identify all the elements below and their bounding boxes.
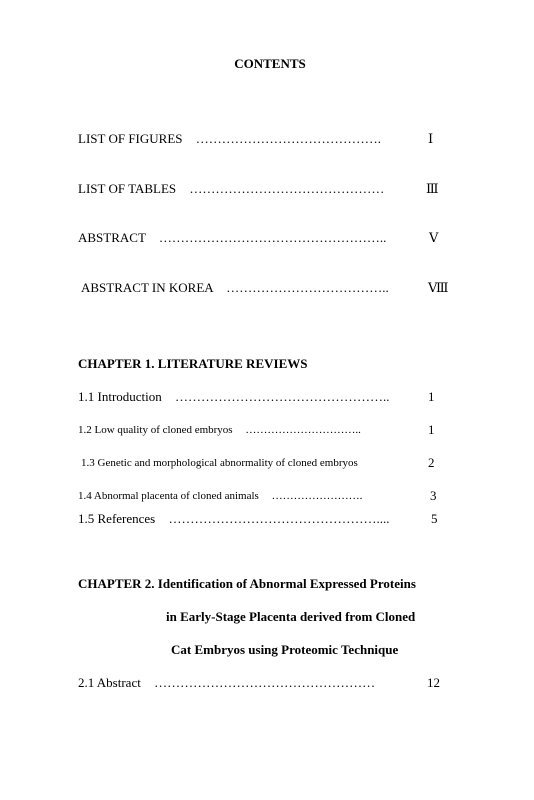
toc-page-number: 12	[427, 675, 440, 690]
toc-entry-label: 1.3 Genetic and morphological abnormality of cloned embryos	[81, 457, 358, 469]
toc-entry-1-5	[78, 511, 390, 527]
chapter-2-heading-line-1: CHAPTER 2. Identification of Abnormal Expressed Proteins	[78, 576, 416, 591]
toc-page-number: 1	[428, 422, 435, 437]
toc-entry-label: ABSTRACT IN KOREA	[81, 280, 213, 295]
toc-page-number: 1	[428, 389, 435, 404]
toc-entry-label: 1.2 Low quality of cloned embryos	[78, 424, 233, 436]
toc-entry-label: ABSTRACT	[78, 230, 146, 245]
toc-entry-1-4	[78, 488, 362, 504]
toc-entry-1-1	[78, 389, 390, 405]
toc-entry-list-of-tables	[78, 181, 384, 197]
toc-page-number: Ⅷ	[428, 280, 449, 295]
toc-entry-label: LIST OF TABLES	[78, 181, 177, 196]
toc-entry-label: 1.5 References	[78, 511, 156, 526]
toc-page-number: Ⅴ	[429, 230, 439, 245]
toc-leader-dots: …………………………………….	[195, 131, 382, 146]
toc-entry-1-3	[81, 455, 358, 471]
toc-entry-1-2	[78, 422, 361, 438]
chapter-1-heading: CHAPTER 1. LITERATURE REVIEWS	[78, 356, 308, 371]
toc-leader-dots: …………………………………………..	[175, 389, 390, 404]
toc-leader-dots: …………………………..	[245, 424, 361, 436]
toc-entry-label: LIST OF FIGURES	[78, 131, 183, 146]
chapter-2-heading-line-3: Cat Embryos using Proteomic Technique	[171, 642, 399, 657]
toc-entry-list-of-figures	[78, 131, 381, 147]
toc-leader-dots: …………………………………………....	[168, 511, 390, 526]
toc-entry-2-1	[78, 675, 375, 691]
toc-page-number: Ⅰ	[428, 131, 434, 146]
toc-page-number: 5	[431, 511, 438, 526]
toc-entry-label: 2.1 Abstract	[78, 675, 141, 690]
toc-entry-label: 1.1 Introduction	[78, 389, 162, 404]
toc-leader-dots: ………………………………………	[189, 181, 385, 196]
toc-entry-label: 1.4 Abnormal placenta of cloned animals	[78, 490, 259, 502]
chapter-2-heading-line-2: in Early-Stage Placenta derived from Cloned	[166, 609, 416, 624]
toc-page-number: Ⅲ	[426, 181, 439, 196]
toc-page-number: 2	[428, 455, 435, 470]
toc-leader-dots: ……………………………………………	[154, 675, 376, 690]
toc-entry-abstract	[78, 230, 386, 246]
toc-leader-dots: …………………….	[271, 490, 363, 502]
toc-leader-dots: ……………………………………………..	[158, 230, 387, 245]
page-title: CONTENTS	[234, 56, 306, 71]
toc-page-number: 3	[430, 488, 437, 503]
toc-leader-dots: ………………………………..	[226, 280, 389, 295]
toc-entry-abstract-in-korea	[81, 280, 389, 296]
